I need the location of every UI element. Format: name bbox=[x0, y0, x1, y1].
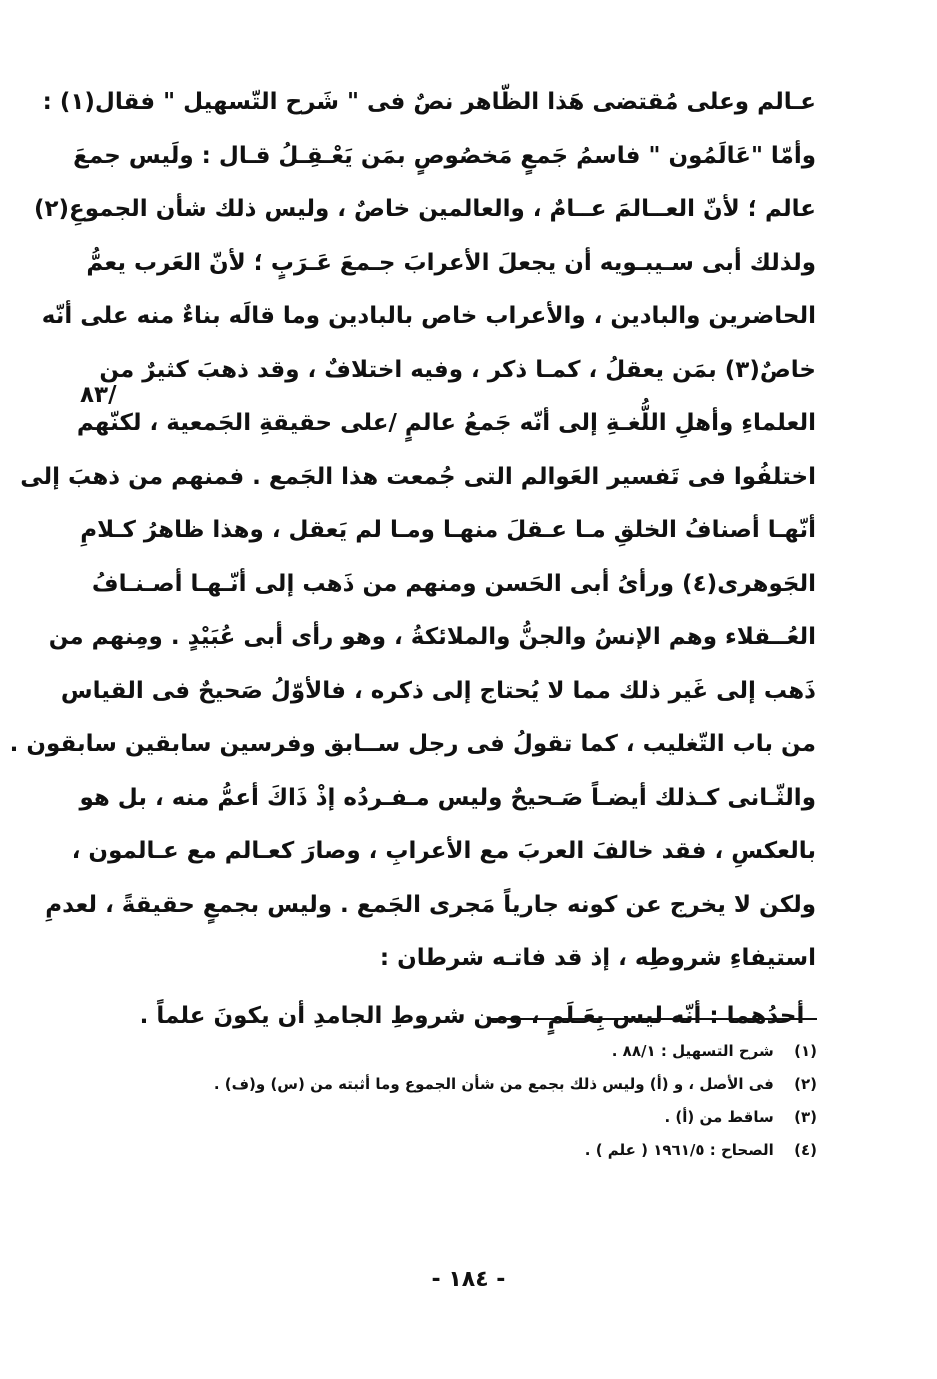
footnote-separator bbox=[487, 1018, 817, 1020]
footnote-number: (٢) bbox=[794, 1075, 817, 1093]
text-line-5: الحاضرين والبادين ، والأعراب خاص بالبادين وما قالَه بناءٌ منه على أنّه bbox=[41, 303, 816, 329]
footnote-text: الصحاح : ١٩٦١/٥ ( علم ) . bbox=[584, 1141, 774, 1159]
footnotes-block bbox=[150, 1035, 817, 1167]
footnote-item bbox=[150, 1101, 817, 1134]
text-line-12: ذَهب إلى غَير ذلك مما لا يُحتاج إلى ذكره ، فالأوّلُ صَحيحٌ فى القياس bbox=[60, 677, 816, 704]
footnote-text: فى الأصل ، و (أ) وليس ذلك بجمع من شأن الجموع وما أثبته من (س) و(ف) . bbox=[213, 1075, 774, 1093]
text-line-14: والثّـانى كـذلك أيضـاً صَـحيحٌ وليس مـفـردُه إذْ ذَاكَ أعمُّ منه ، بل هو bbox=[79, 784, 816, 811]
text-line-13: من باب التّغليب ، كما تقولُ فى رجل ســابق وفرسين سابقين سابقون . bbox=[9, 731, 816, 757]
text-line-18: أحدُهما : أنّه ليس بِعَـلَمٍ ، ومن شروطِ الجامدِ أن يكونَ علماً . bbox=[139, 1002, 805, 1029]
text-line-16: ولكن لا يخرج عن كونه جارياً مَجرى الجَمع . وليس بجمعٍ حقيقةً ، لعدمِ bbox=[45, 891, 816, 918]
footnote-item bbox=[150, 1068, 817, 1101]
text-line-11: العُــقلاء وهم الإنسُ والجنُّ والملائكةُ ، وهو رأى أبى عُبَيْدٍ . ومِنهم من bbox=[48, 624, 816, 650]
text-line-15: بالعكسِ ، فقد خالفَ العربَ مع الأعرابِ ، وصارَ كعـالم مع عـالمون ، bbox=[71, 838, 816, 864]
footnote-item bbox=[150, 1134, 817, 1167]
footnote-item bbox=[150, 1035, 817, 1068]
text-line-3: عالم ؛ لأنّ العــالمَ عــامٌ ، والعالمين خاصٌ ، وليس ذلك شأن الجموعِ(٢) bbox=[33, 196, 816, 222]
text-line-1: عـالم وعلى مُقتضى هَذا الظّاهر نصٌ فى " شَرح التّسهيل " فقال(١) : bbox=[42, 89, 816, 115]
footnote-number: (٣) bbox=[794, 1108, 817, 1126]
text-line-4: ولذلك أبى سـيبـويه أن يجعلَ الأعرابَ جـمعَ عَـرَبٍ ؛ لأنّ العَرب يعمُّ bbox=[86, 249, 816, 276]
text-line-2: وأمّا "عَالَمُون " فاسمُ جَمعٍ مَخصُوصٍ بمَن يَعْـقِـلُ قـال : ولَيس جمعَ bbox=[73, 142, 816, 169]
footnote-number: (١) bbox=[794, 1042, 817, 1060]
text-line-17: استيفاءِ شروطِه ، إذ قد فاتـه شرطان : bbox=[379, 945, 816, 971]
text-line-10: الجَوهرى(٤) ورأىُ أبى الحَسن ومنهم من ذَهب إلى أنّـهـا أصـنـافُ bbox=[91, 570, 816, 597]
text-line-8: اختلفُوا فى تَفسير العَوالم التى جُمعت هذا الجَمع . فمنهم من ذهبَ إلى bbox=[20, 463, 816, 490]
text-line-7: العلماءِ وأهلِ اللُّغـةِ إلى أنّه جَمعُ عالمٍ /على حقيقةِ الجَمعية ، لكنّهم bbox=[76, 410, 816, 436]
page-number: - ١٨٤ - bbox=[431, 1267, 506, 1292]
text-line-6: خاصٌ(٣) بمَن يعقلُ ، كمـا ذكر ، وفيه اختلافٌ ، وقد ذهبَ كثيرٌ من bbox=[99, 356, 816, 383]
text-line-9: أنّهـا أصنافُ الخلقِ مـا عـقلَ منهـا ومـا لم يَعقل ، وهذا ظاهرُ كـلامِ bbox=[80, 517, 816, 543]
footnote-number: (٤) bbox=[794, 1141, 817, 1159]
footnote-text: ساقط من (أ) . bbox=[664, 1108, 774, 1126]
margin-folio-note: /٨٣ bbox=[80, 382, 117, 408]
footnote-text: شرح التسهيل : ٨٨/١ . bbox=[611, 1042, 774, 1060]
